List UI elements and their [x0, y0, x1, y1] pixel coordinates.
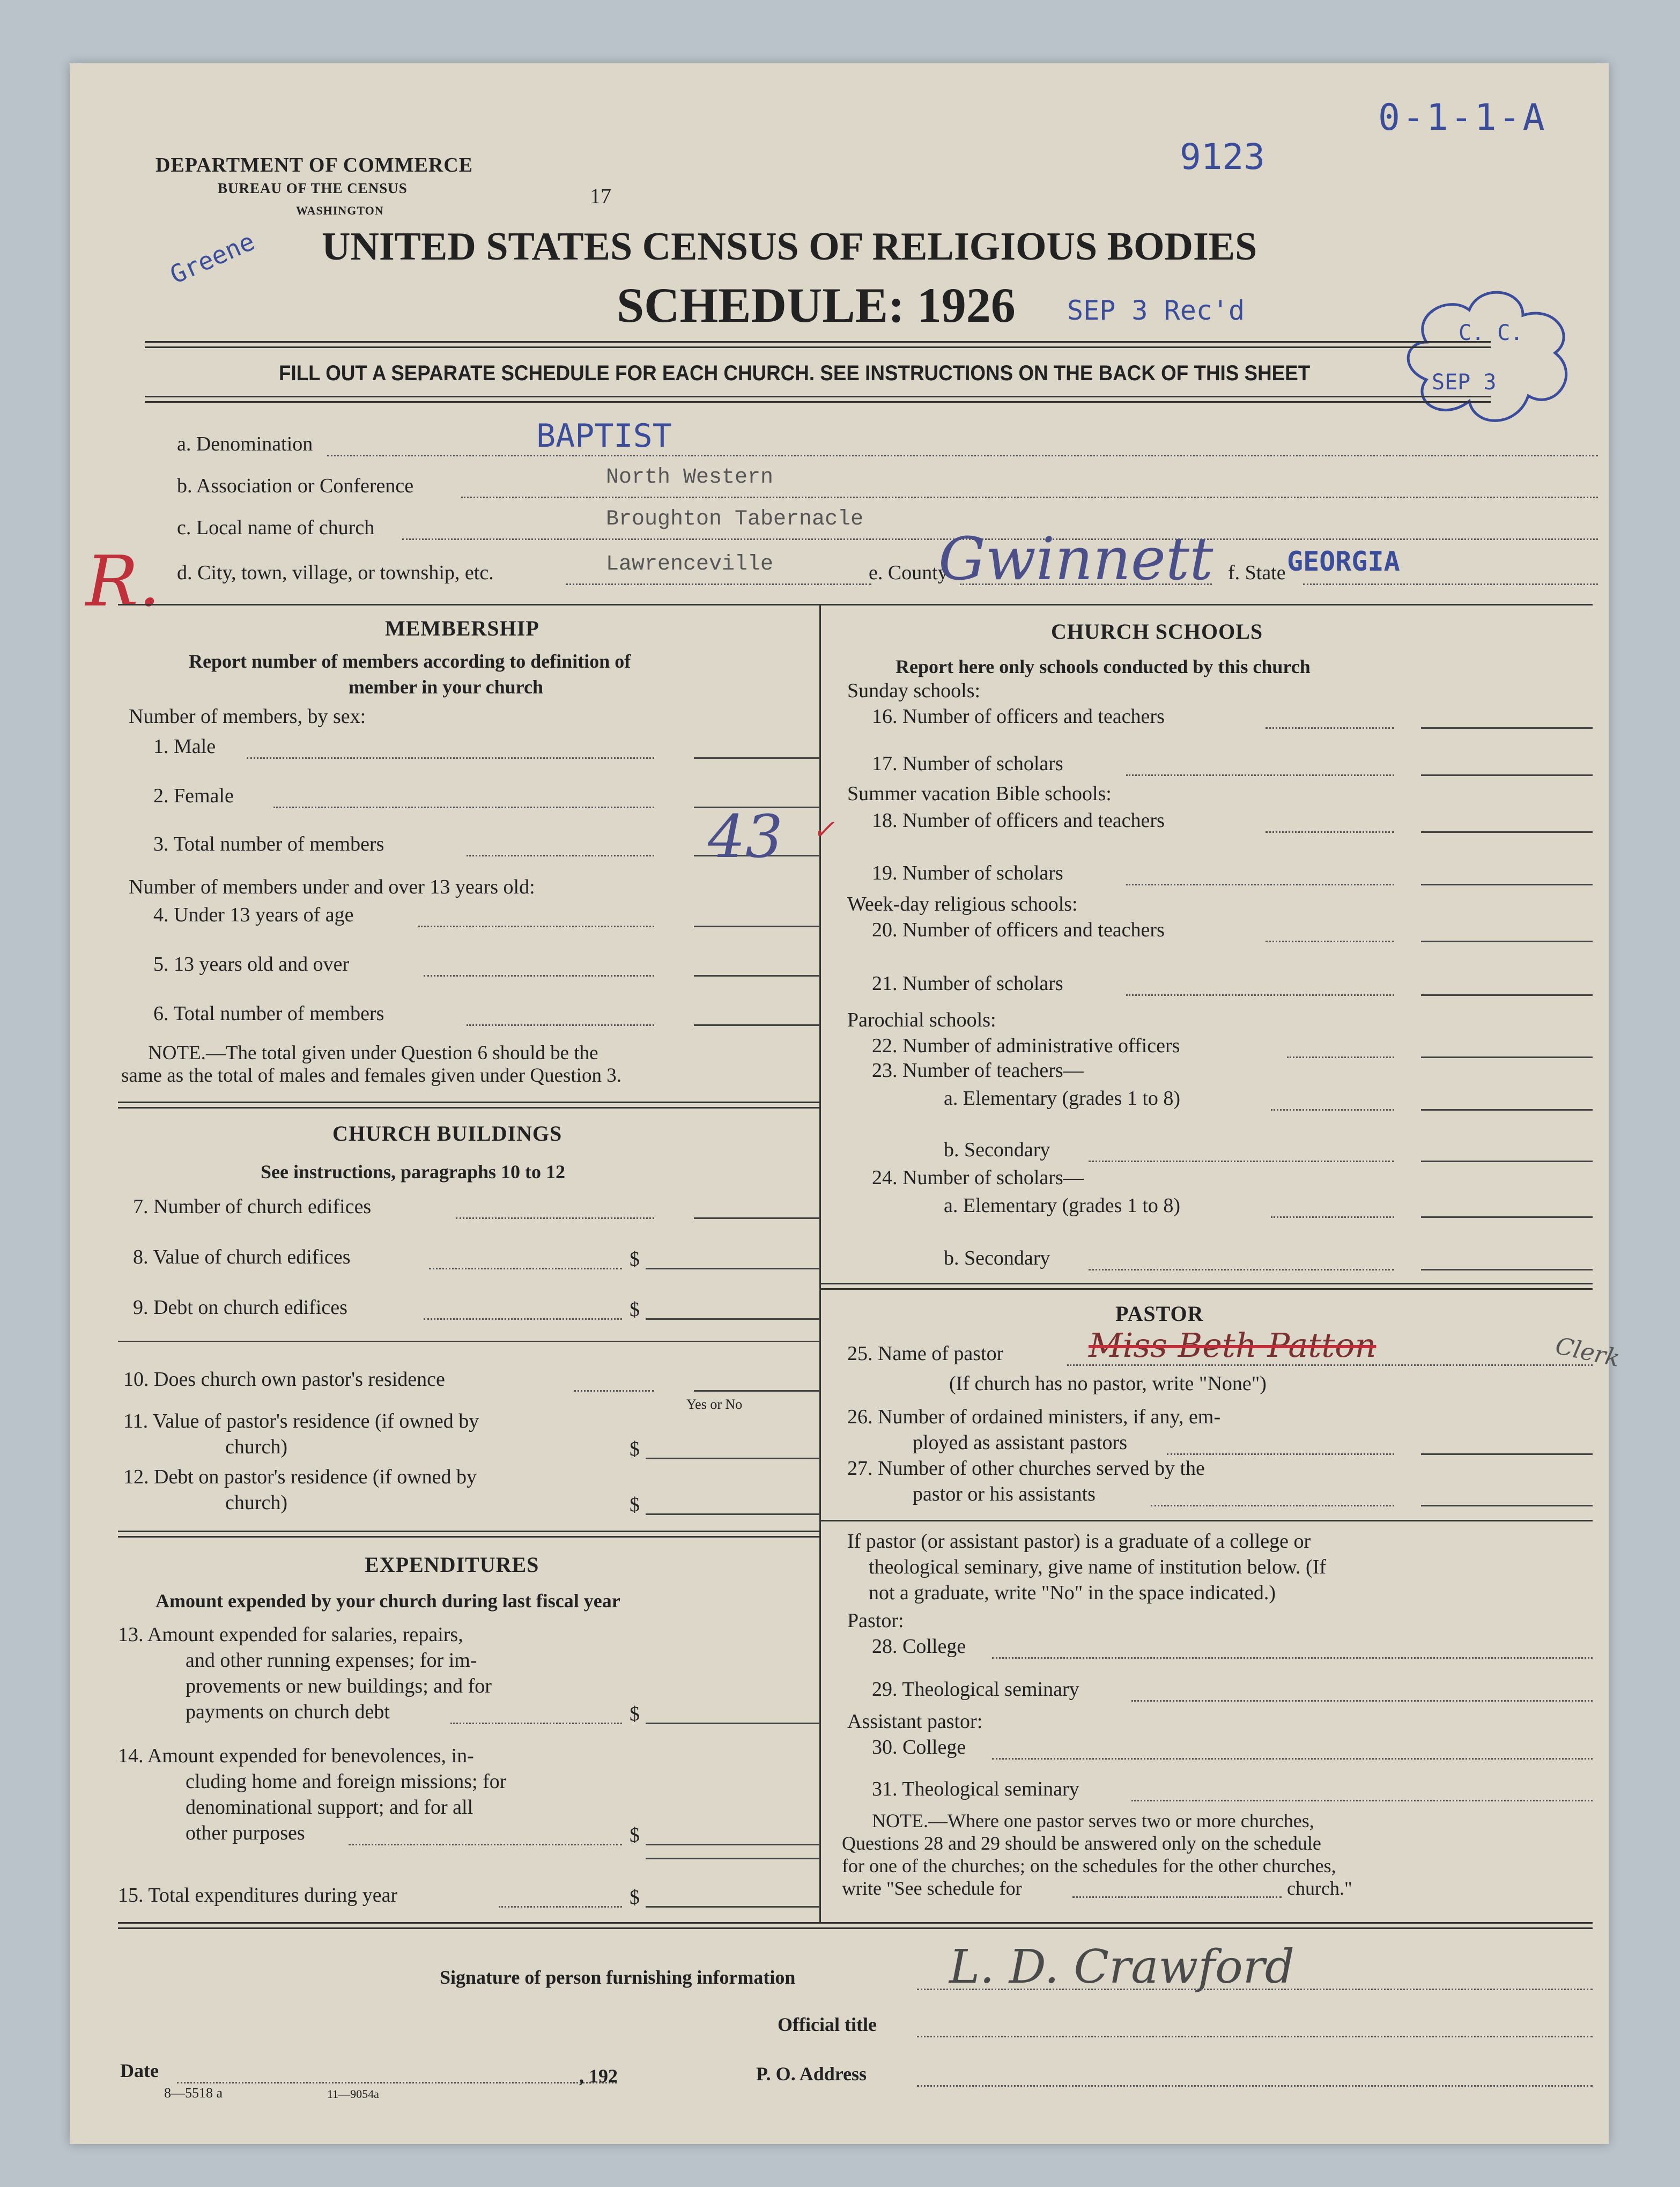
- q11-residence-value-label-2: church): [225, 1436, 288, 1458]
- pastor-note-1: NOTE.—Where one pastor serves two or more churches,: [872, 1810, 1314, 1831]
- graduate-instructions-3: not a graduate, write "No" in the space indicated.): [869, 1582, 1276, 1604]
- q26-answer[interactable]: [1421, 1453, 1593, 1455]
- q25-subtitle: (If church has no pastor, write "None"): [949, 1372, 1267, 1395]
- q13-answer[interactable]: [646, 1723, 820, 1724]
- q1-male-label: 1. Male: [153, 735, 216, 758]
- department-heading: DEPARTMENT OF COMMERCE: [156, 154, 473, 176]
- summer-schools-label: Summer vacation Bible schools:: [847, 782, 1112, 805]
- q12-residence-debt-answer[interactable]: [646, 1513, 820, 1515]
- q23-label: 23. Number of teachers—: [872, 1059, 1084, 1082]
- q13-label-4: payments on church debt: [186, 1701, 390, 1723]
- q23a-answer[interactable]: [1421, 1109, 1593, 1111]
- q29-answer[interactable]: [1131, 1700, 1593, 1702]
- church-buildings-heading: CHURCH BUILDINGS: [332, 1121, 563, 1146]
- q12-residence-debt-label: 12. Debt on pastor's residence (if owned by: [123, 1466, 477, 1488]
- q18-label: 18. Number of officers and teachers: [872, 809, 1165, 832]
- po-address-answer[interactable]: [917, 2085, 1593, 2087]
- form-title: UNITED STATES CENSUS OF RELIGIOUS BODIES: [322, 225, 1257, 269]
- q14-answer[interactable]: [646, 1844, 820, 1845]
- q21-answer[interactable]: [1421, 994, 1593, 996]
- assistant-pastor-subheading: Assistant pastor:: [847, 1710, 983, 1733]
- graduate-instructions-1: If pastor (or assistant pastor) is a graduate of a college or: [847, 1530, 1311, 1553]
- q13-dollar-sign: $: [630, 1703, 640, 1725]
- graduate-instructions-2: theological seminary, give name of institution below. (If: [869, 1556, 1327, 1578]
- q11-residence-value-label: 11. Value of pastor's residence (if owned by: [123, 1410, 479, 1432]
- membership-heading: MEMBERSHIP: [385, 616, 539, 640]
- association-label: b. Association or Conference: [177, 475, 414, 497]
- instruction-band: FILL OUT A SEPARATE SCHEDULE FOR EACH CHURCH. SEE INSTRUCTIONS ON THE BACK OF THIS SHEET: [279, 361, 1311, 385]
- q20-answer[interactable]: [1421, 941, 1593, 942]
- q30-label: 30. College: [872, 1736, 966, 1759]
- pastor-subheading: Pastor:: [847, 1609, 904, 1632]
- q9-edifices-debt-answer[interactable]: [646, 1318, 820, 1320]
- q18-answer[interactable]: [1421, 831, 1593, 833]
- q13-label-1: 13. Amount expended for salaries, repairs,: [118, 1623, 463, 1646]
- signature-value[interactable]: L. D. Crawford: [949, 1940, 1294, 1994]
- q14-answer-underline: [646, 1858, 820, 1859]
- expenditures-subtitle: Amount expended by your church during last fiscal year: [156, 1590, 620, 1612]
- q14-label-1: 14. Amount expended for benevolences, in-: [118, 1745, 474, 1767]
- pastor-note-4-end: church.": [1287, 1878, 1352, 1899]
- q27-answer[interactable]: [1421, 1505, 1593, 1506]
- q9-dollar-sign: $: [630, 1298, 640, 1321]
- q1-male-answer[interactable]: [694, 757, 820, 759]
- membership-note-2: same as the total of males and females given under Question 3.: [121, 1065, 621, 1087]
- q28-label: 28. College: [872, 1635, 966, 1658]
- q10-residence-label: 10. Does church own pastor's residence: [123, 1368, 445, 1391]
- denomination-value[interactable]: BAPTIST: [536, 417, 672, 455]
- received-stamp: SEP 3 Rec'd: [1067, 295, 1245, 326]
- print-number: 11—9054a: [327, 2087, 379, 2101]
- county-value[interactable]: Gwinnett: [938, 524, 1213, 593]
- official-title-label: Official title: [778, 2014, 877, 2035]
- q12-residence-debt-label-2: church): [225, 1491, 288, 1514]
- expenditures-heading: EXPENDITURES: [365, 1553, 539, 1577]
- date-label: Date: [120, 2060, 159, 2081]
- city-heading: WASHINGTON: [296, 204, 384, 217]
- sunday-schools-label: Sunday schools:: [847, 679, 981, 702]
- church-schools-heading: CHURCH SCHOOLS: [1051, 619, 1263, 644]
- city-value[interactable]: Lawrenceville: [606, 552, 774, 577]
- q22-label: 22. Number of administrative officers: [872, 1035, 1180, 1057]
- file-code: 0-1-1-A: [1378, 97, 1547, 139]
- q6-total-members-label: 6. Total number of members: [153, 1002, 384, 1025]
- schedule-title: SCHEDULE: 1926: [617, 278, 1016, 333]
- q5-13-and-over-label: 5. 13 years old and over: [153, 953, 350, 976]
- pastor-heading: PASTOR: [1115, 1302, 1204, 1326]
- weekday-schools-label: Week-day religious schools:: [847, 893, 1078, 915]
- city-label: d. City, town, village, or township, etc.: [177, 561, 494, 584]
- stamp-number: 9123: [1180, 136, 1265, 178]
- margin-mark: R.: [86, 541, 161, 622]
- q24a-label: a. Elementary (grades 1 to 8): [944, 1194, 1181, 1217]
- membership-subtitle-1: Report number of members according to definition of: [189, 651, 631, 672]
- census-schedule-page: [70, 63, 1623, 2144]
- q25-clerk-note: Clerk: [1553, 1332, 1623, 1373]
- members-by-sex-label: Number of members, by sex:: [129, 705, 366, 728]
- local-name-label: c. Local name of church: [177, 516, 375, 539]
- q7-edifices-label: 7. Number of church edifices: [133, 1195, 372, 1218]
- q17-label: 17. Number of scholars: [872, 752, 1063, 775]
- page-number: 17: [590, 184, 611, 208]
- q16-answer[interactable]: [1421, 727, 1593, 729]
- date-answer[interactable]: [177, 2082, 617, 2083]
- q19-answer[interactable]: [1421, 884, 1593, 885]
- state-value[interactable]: GEORGIA: [1287, 546, 1400, 577]
- q24-label: 24. Number of scholars—: [872, 1166, 1084, 1189]
- q13-label-2: and other running expenses; for im-: [186, 1649, 477, 1672]
- q8-edifices-value-label: 8. Value of church edifices: [133, 1246, 351, 1268]
- q10-residence-answer[interactable]: [694, 1390, 820, 1392]
- q16-label: 16. Number of officers and teachers: [872, 705, 1165, 728]
- q8-edifices-value-answer[interactable]: [646, 1268, 820, 1269]
- q14-label-2: cluding home and foreign missions; for: [186, 1770, 507, 1793]
- signature-label: Signature of person furnishing information: [440, 1967, 796, 1988]
- q21-label: 21. Number of scholars: [872, 972, 1063, 995]
- q31-label: 31. Theological seminary: [872, 1778, 1079, 1800]
- yes-or-no-hint: Yes or No: [686, 1397, 743, 1412]
- members-by-age-label: Number of members under and over 13 years old:: [129, 876, 535, 898]
- q17-answer[interactable]: [1421, 774, 1593, 776]
- date-year-suffix: , 192: [579, 2065, 618, 2087]
- q12-dollar-sign: $: [630, 1494, 640, 1516]
- q31-answer[interactable]: [1131, 1800, 1593, 1801]
- q15-answer[interactable]: [646, 1906, 820, 1908]
- official-title-answer[interactable]: [917, 2036, 1593, 2037]
- q24a-answer[interactable]: [1421, 1216, 1593, 1218]
- q5-13-and-over-answer[interactable]: [694, 975, 820, 977]
- received-cloud-stamp: [1394, 278, 1587, 439]
- q15-dollar-sign: $: [630, 1886, 640, 1909]
- po-address-label: P. O. Address: [756, 2063, 867, 2085]
- q27-label-1: 27. Number of other churches served by the: [847, 1457, 1205, 1480]
- cloud-stamp-line2: SEP 3: [1432, 370, 1497, 395]
- q9-edifices-debt-label: 9. Debt on church edifices: [133, 1296, 347, 1319]
- q23b-label: b. Secondary: [944, 1139, 1050, 1161]
- q7-edifices-answer[interactable]: [694, 1217, 820, 1219]
- cloud-stamp-line1: C. C.: [1459, 321, 1523, 345]
- q26-label-1: 26. Number of ordained ministers, if any, em-: [847, 1406, 1221, 1428]
- q11-residence-value-answer[interactable]: [646, 1458, 820, 1459]
- form-number: 8—5518 a: [164, 2085, 223, 2101]
- membership-subtitle-2: member in your church: [349, 676, 544, 698]
- bureau-heading: BUREAU OF THE CENSUS: [218, 180, 408, 196]
- q3-total-members-value[interactable]: 43: [708, 802, 783, 871]
- q4-under-13-answer[interactable]: [694, 926, 820, 927]
- local-name-value[interactable]: Broughton Tabernacle: [606, 507, 864, 531]
- q28-answer[interactable]: [992, 1657, 1593, 1659]
- county-label: e. County: [869, 561, 948, 584]
- q14-dollar-sign: $: [630, 1824, 640, 1846]
- q11-dollar-sign: $: [630, 1438, 640, 1460]
- church-buildings-subtitle: See instructions, paragraphs 10 to 12: [261, 1161, 566, 1183]
- q14-label-3: denominational support; and for all: [186, 1796, 473, 1819]
- q26-label-2: ployed as assistant pastors: [913, 1431, 1128, 1454]
- denomination-label: a. Denomination: [177, 433, 313, 455]
- q22-answer[interactable]: [1421, 1056, 1593, 1058]
- q8-dollar-sign: $: [630, 1248, 640, 1270]
- q4-under-13-label: 4. Under 13 years of age: [153, 904, 354, 926]
- q25-pastor-name-value[interactable]: Miss Beth Patton: [1089, 1326, 1376, 1365]
- parochial-schools-label: Parochial schools:: [847, 1009, 996, 1031]
- pastor-note-2: Questions 28 and 29 should be answered only on the schedule: [842, 1833, 1321, 1854]
- membership-note-1: NOTE.—The total given under Question 6 should be the: [148, 1042, 598, 1064]
- association-value[interactable]: North Western: [606, 466, 774, 490]
- q27-label-2: pastor or his assistants: [913, 1483, 1096, 1505]
- pastor-note-4: write "See schedule for: [842, 1878, 1022, 1899]
- q24b-answer[interactable]: [1421, 1269, 1593, 1270]
- state-label: f. State: [1228, 561, 1286, 584]
- q14-label-4: other purposes: [186, 1822, 305, 1844]
- county-stamp: Greene: [166, 226, 259, 290]
- q23a-label: a. Elementary (grades 1 to 8): [944, 1087, 1181, 1110]
- q13-label-3: provements or new buildings; and for: [186, 1675, 492, 1697]
- q20-label: 20. Number of officers and teachers: [872, 919, 1165, 941]
- q29-label: 29. Theological seminary: [872, 1678, 1079, 1701]
- q19-label: 19. Number of scholars: [872, 862, 1063, 884]
- q25-label: 25. Name of pastor: [847, 1342, 1004, 1365]
- pastor-note-3: for one of the churches; on the schedules for the other churches,: [842, 1855, 1336, 1876]
- q15-label: 15. Total expenditures during year: [118, 1884, 398, 1907]
- q2-female-label: 2. Female: [153, 785, 234, 807]
- q3-total-members-label: 3. Total number of members: [153, 833, 384, 855]
- church-schools-subtitle: Report here only schools conducted by this church: [895, 656, 1311, 677]
- q23b-answer[interactable]: [1421, 1161, 1593, 1162]
- q3-check-mark: ✓: [812, 814, 835, 845]
- q6-total-members-answer[interactable]: [694, 1024, 820, 1026]
- q24b-label: b. Secondary: [944, 1247, 1050, 1269]
- q30-answer[interactable]: [992, 1758, 1593, 1760]
